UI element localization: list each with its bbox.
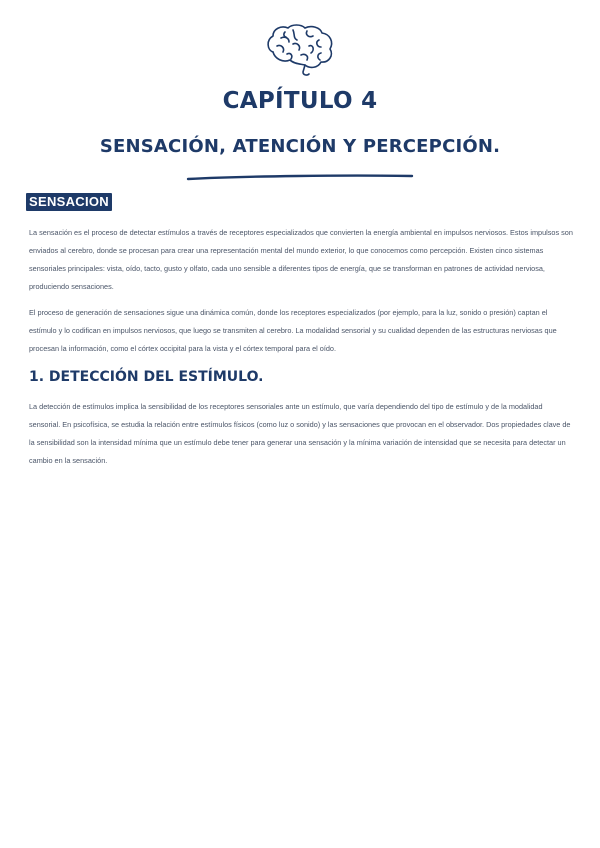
- brain-icon: [263, 22, 337, 78]
- paragraph: El proceso de generación de sensaciones sigue una dinámica común, donde los receptores especializados (por ejemplo, para la luz, sonido o presión) captan el estímulo y lo codifican en impulsos nerviosos, que luego se transmiten al cerebro. La modalidad sensorial y su cualidad dependen de las estructuras nerviosas que procesan la información, como el córtex occipital para la vista y el córtex temporal para el oído.: [29, 308, 557, 353]
- chapter-subtitle: SENSACIÓN, ATENCIÓN Y PERCEPCIÓN.: [99, 136, 501, 157]
- chapter-title: CAPÍTULO 4: [222, 88, 378, 114]
- section-heading: 1. DETECCIÓN DEL ESTÍMULO.: [29, 369, 264, 385]
- paragraph: La detección de estímulos implica la sensibilidad de los receptores sensoriales ante un estímulo, que varía dependiendo del tipo de estímulo y de la modalidad sensorial. En psicofísica, se estudia la relación entre estímulos físicos (como luz o sonido) y las sensaciones que provocan en el observador. Dos propiedades clave de la sensibilidad son la intensidad mínima que un estímulo debe tener para generar una sensación y la mínima variación de intensidad que se necesita para detectar un cambio en la sensación.: [29, 402, 571, 465]
- title-divider: [186, 173, 414, 182]
- section-badge: SENSACION: [26, 193, 112, 211]
- paragraph: La sensación es el proceso de detectar estímulos a través de receptores especializados que convierten la energía ambiental en impulsos nerviosos. Estos impulsos son enviados al cerebro, donde se procesan para crear una representación mental del mundo exterior, lo que conocemos como percepción. Existen cinco sistemas sensoriales principales: vista, oído, tacto, gusto y olfato, cada uno sensible a diferentes tipos de energía, que se transforman en patrones de actividad nerviosa, produciendo sensaciones.: [29, 228, 573, 291]
